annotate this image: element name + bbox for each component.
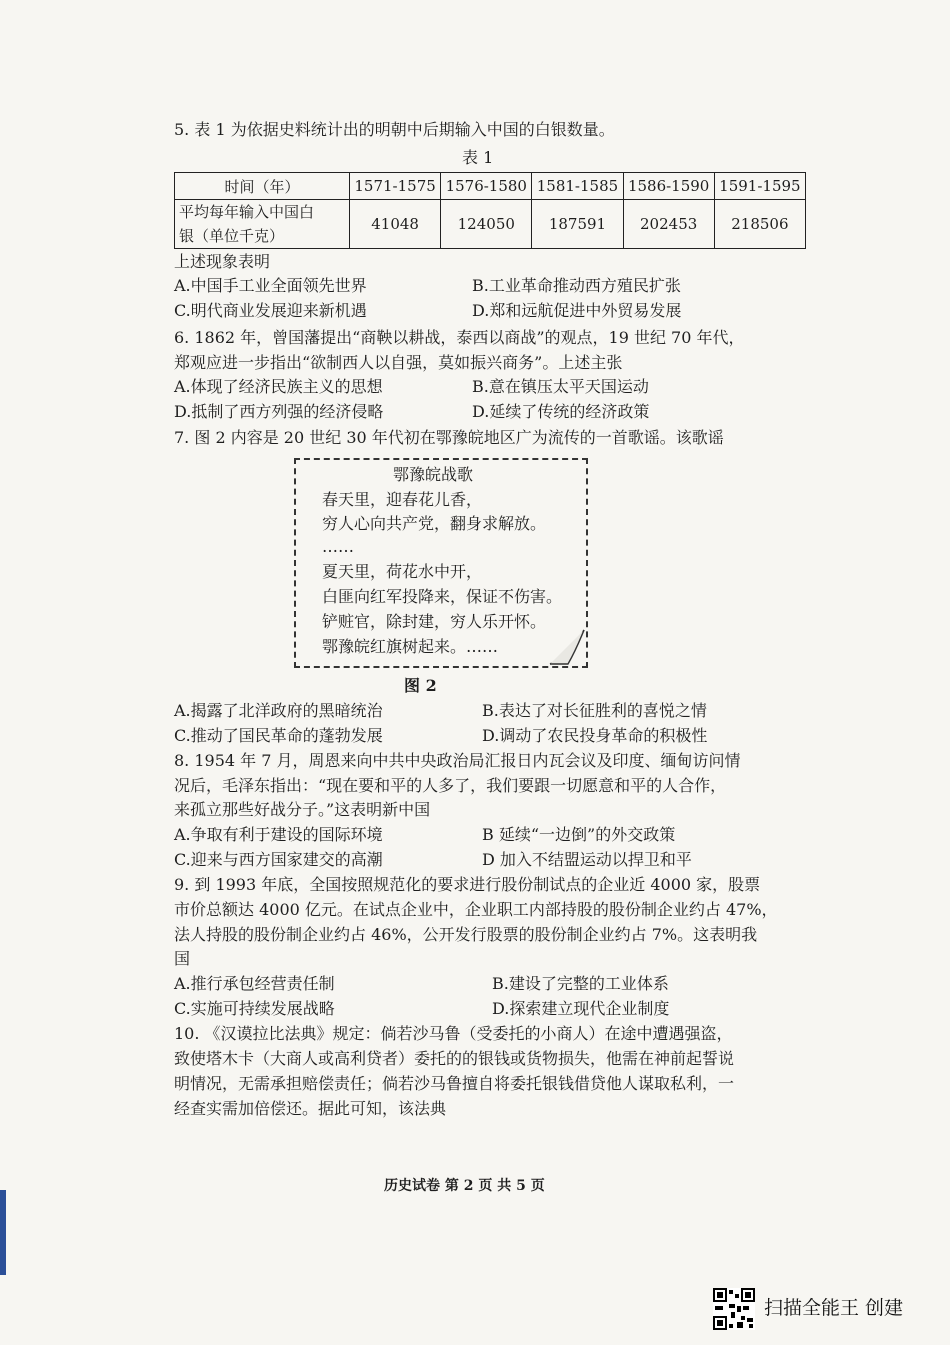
q5-option-c: C.明代商业发展迎来新机遇 [174,301,367,320]
poem-line: …… [322,537,354,556]
q9-option-b: B.建设了完整的工业体系 [492,974,669,993]
figure-label: 图 2 [404,676,437,695]
q5-option-b: B.工业革命推动西方殖民扩张 [472,276,681,295]
q9-stem-line: 9. 到 1993 年底，全国按照规范化的要求进行股份制试点的企业近 4000 家，股票 [174,875,761,894]
page-footer: 历史试卷 第 2 页 共 5 页 [384,1178,545,1194]
table-title: 表 1 [462,148,494,167]
poem-title: 鄂豫皖战歌 [393,465,474,484]
q8-stem-line: 8. 1954 年 7 月，周恩来向中共中央政治局汇报日内瓦会议及印度、缅甸访问情 [174,751,741,770]
q6-stem-line: 郑观应进一步指出“欲制西人以自强，莫如振兴商务”。上述主张 [174,353,623,372]
table-row [175,200,806,249]
poem-line: 春天里，迎春花儿香， [322,490,483,509]
q9-option-a: A.推行承包经营责任制 [174,974,335,993]
table-header-cell: 1581-1585 [532,173,623,200]
q9-stem-line: 市价总额达 4000 亿元。在试点企业中，企业职工内部持股的股份制企业约占 47%， [174,900,778,919]
q8-stem-line: 况后，毛泽东指出：“现在要和平的人多了，我们要跟一切愿意和平的人合作， [174,776,727,795]
q10-stem-line: 致使塔木卡（大商人或高利贷者）委托的的银钱或货物损失，他需在神前起誓说 [174,1049,735,1068]
scanner-watermark: 扫描全能王 创建 [764,1297,904,1319]
q10-stem-line: 明情况，无需承担赔偿责任；倘若沙马鲁擅自将委托银钱借贷他人谋取私利，一 [174,1074,735,1093]
q9-stem-line: 法人持股的股份制企业约占 46%，公开发行股票的股份制企业约占 7%。这表明我 [174,925,758,944]
q8-option-c: C.迎来与西方国家建交的高潮 [174,850,383,869]
q10-stem-line: 10. 《汉谟拉比法典》规定：倘若沙马鲁（受委托的小商人）在途中遭遇强盗， [174,1024,733,1043]
table-cell: 187591 [532,200,623,249]
q5-lead: 上述现象表明 [174,252,271,271]
q7-stem: 7. 图 2 内容是 20 世纪 30 年代初在鄂豫皖地区广为流传的一首歌谣。该歌谣 [174,428,724,447]
q6-option-a: A.体现了经济民族主义的思想 [174,377,383,396]
table-header-cell: 时间（年） [175,173,350,200]
q8-option-d: D 加入不结盟运动以捍卫和平 [482,850,692,869]
q6-option-b: B.意在镇压太平天国运动 [472,377,649,396]
table-header-row [175,173,806,200]
poem-line: 铲赃官，除封建，穷人乐开怀。 [322,612,547,631]
table-cell: 202453 [623,200,714,249]
silver-import-table [174,172,806,249]
q9-option-c: C.实施可持续发展战略 [174,999,335,1018]
q6-stem-line: 6. 1862 年，曾国藩提出“商鞅以耕战，泰西以商战”的观点，19 世纪 70 年代， [174,328,745,347]
poem-line: 夏天里，荷花水中开， [322,562,483,581]
table-cell: 124050 [441,200,532,249]
table-header-cell: 1576-1580 [441,173,532,200]
table-cell: 41048 [350,200,441,249]
row-label-line: 平均每年输入中国白 [179,203,315,221]
q7-option-a: A.揭露了北洋政府的黑暗统治 [174,701,383,720]
table-header-cell: 1571-1575 [350,173,441,200]
q10-stem-line: 经查实需加倍偿还。据此可知，该法典 [174,1099,447,1118]
table-header-cell: 1586-1590 [623,173,714,200]
q7-option-b: B.表达了对长征胜利的喜悦之情 [482,701,707,720]
poem-line: 穷人心向共产党，翻身求解放。 [322,514,547,533]
q9-stem-line: 国 [174,949,191,968]
q7-option-d: D.调动了农民投身革命的积极性 [482,726,708,745]
q9-option-d: D.探索建立现代企业制度 [492,999,670,1018]
qr-code-icon [713,1288,755,1330]
q5-option-a: A.中国手工业全面领先世界 [174,276,367,295]
q5-stem: 5. 表 1 为依据史料统计出的明朝中后期输入中国的白银数量。 [174,120,615,139]
q6-option-c: D.抵制了西方列强的经济侵略 [174,402,384,421]
poem-line: 鄂豫皖红旗树起来。…… [322,637,499,656]
poem-line: 白匪向红军投降来，保证不伤害。 [322,587,563,606]
q5-option-d: D.郑和远航促进中外贸易发展 [472,301,682,320]
q8-stem-line: 来孤立那些好战分子。”这表明新中国 [174,800,431,819]
row-label [175,200,350,249]
table-header-cell: 1591-1595 [714,173,805,200]
q7-option-c: C.推动了国民革命的蓬勃发展 [174,726,383,745]
page-curl-icon [548,628,586,666]
q8-option-a: A.争取有利于建设的国际环境 [174,825,383,844]
q6-option-d: D.延续了传统的经济政策 [472,402,650,421]
table-cell: 218506 [714,200,805,249]
row-label-line: 银（单位千克） [179,227,285,245]
scan-edge-bar [0,1190,6,1275]
q8-option-b: B 延续“一边倒”的外交政策 [482,825,676,844]
